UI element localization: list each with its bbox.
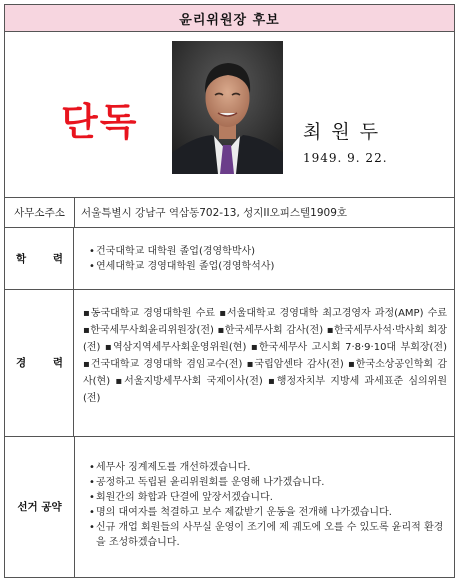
office-address-row	[5, 197, 454, 228]
education-label-char-1: 학	[16, 252, 27, 265]
pledge-row	[5, 436, 454, 577]
candidate-sheet	[4, 4, 455, 578]
career-label-char-1: 경	[16, 357, 27, 369]
sole-candidate-badge: 단독	[61, 100, 139, 144]
career-text: ▪동국대학교 경영대학원 수료 ▪서울대학교 경영대학 최고경영자 과정(AMP) 수료 ▪한국세무사회윤리위원장(전) ▪한국세무사회 감사(전) ▪한국세무사석·박사회 회장(전) ▪역삼지역세무사회운영위원(현) ▪한국세무사 고시회 7·8·9·10대 부회장(전) ▪건국대학교 경영대학 겸임교수(전) ▪국립암센타 감사(전) ▪한국소상공인학회 감사(현) ▪서울지방세무사회 국제이사(전) ▪행정자치부 지방세 과세표준 심의위원(전)	[83, 308, 447, 404]
career-label	[5, 289, 74, 436]
pledge-item: • 세무사 징계제도를 개선하겠습니다.	[89, 460, 450, 475]
office-address-label: 사무소주소	[5, 197, 75, 227]
portrait-image	[172, 41, 283, 174]
candidate-profile	[5, 31, 454, 198]
candidate-name: 최원두	[303, 121, 389, 143]
education-label	[5, 227, 74, 289]
sheet-title: 윤리위원장 후보	[5, 5, 454, 32]
education-label-char-2: 력	[52, 252, 63, 265]
pledge-item: • 회원간의 화합과 단결에 앞장서겠습니다.	[89, 490, 450, 505]
candidate-birthdate: 1949. 9. 22.	[303, 151, 388, 165]
candidate-photo	[172, 41, 283, 174]
education-row	[5, 227, 454, 290]
pledge-label: 선거 공약	[5, 436, 75, 577]
career-label-char-2: 력	[52, 357, 63, 369]
pledge-item: • 신규 개업 회원들의 사무실 운영이 조기에 제 궤도에 오를 수 있도록 윤리적 환경을 조성하겠습니다.	[89, 520, 450, 550]
pledge-item: • 공정하고 독립된 윤리위원회를 운영해 나가겠습니다.	[89, 475, 450, 490]
office-address-value: 서울특별시 강남구 역삼동702-13, 성지ⅠⅠ오피스텔1909호	[81, 206, 348, 219]
career-row	[5, 289, 454, 437]
education-item: • 연세대학교 경영대학원 졸업(경영학석사)	[89, 259, 448, 274]
education-list	[81, 244, 448, 274]
education-item: • 건국대학교 대학원 졸업(경영학박사)	[89, 244, 448, 259]
pledge-item: • 명의 대여자를 척결하고 보수 제값받기 운동을 전개해 나가겠습니다.	[89, 505, 450, 520]
pledge-list	[81, 460, 450, 550]
